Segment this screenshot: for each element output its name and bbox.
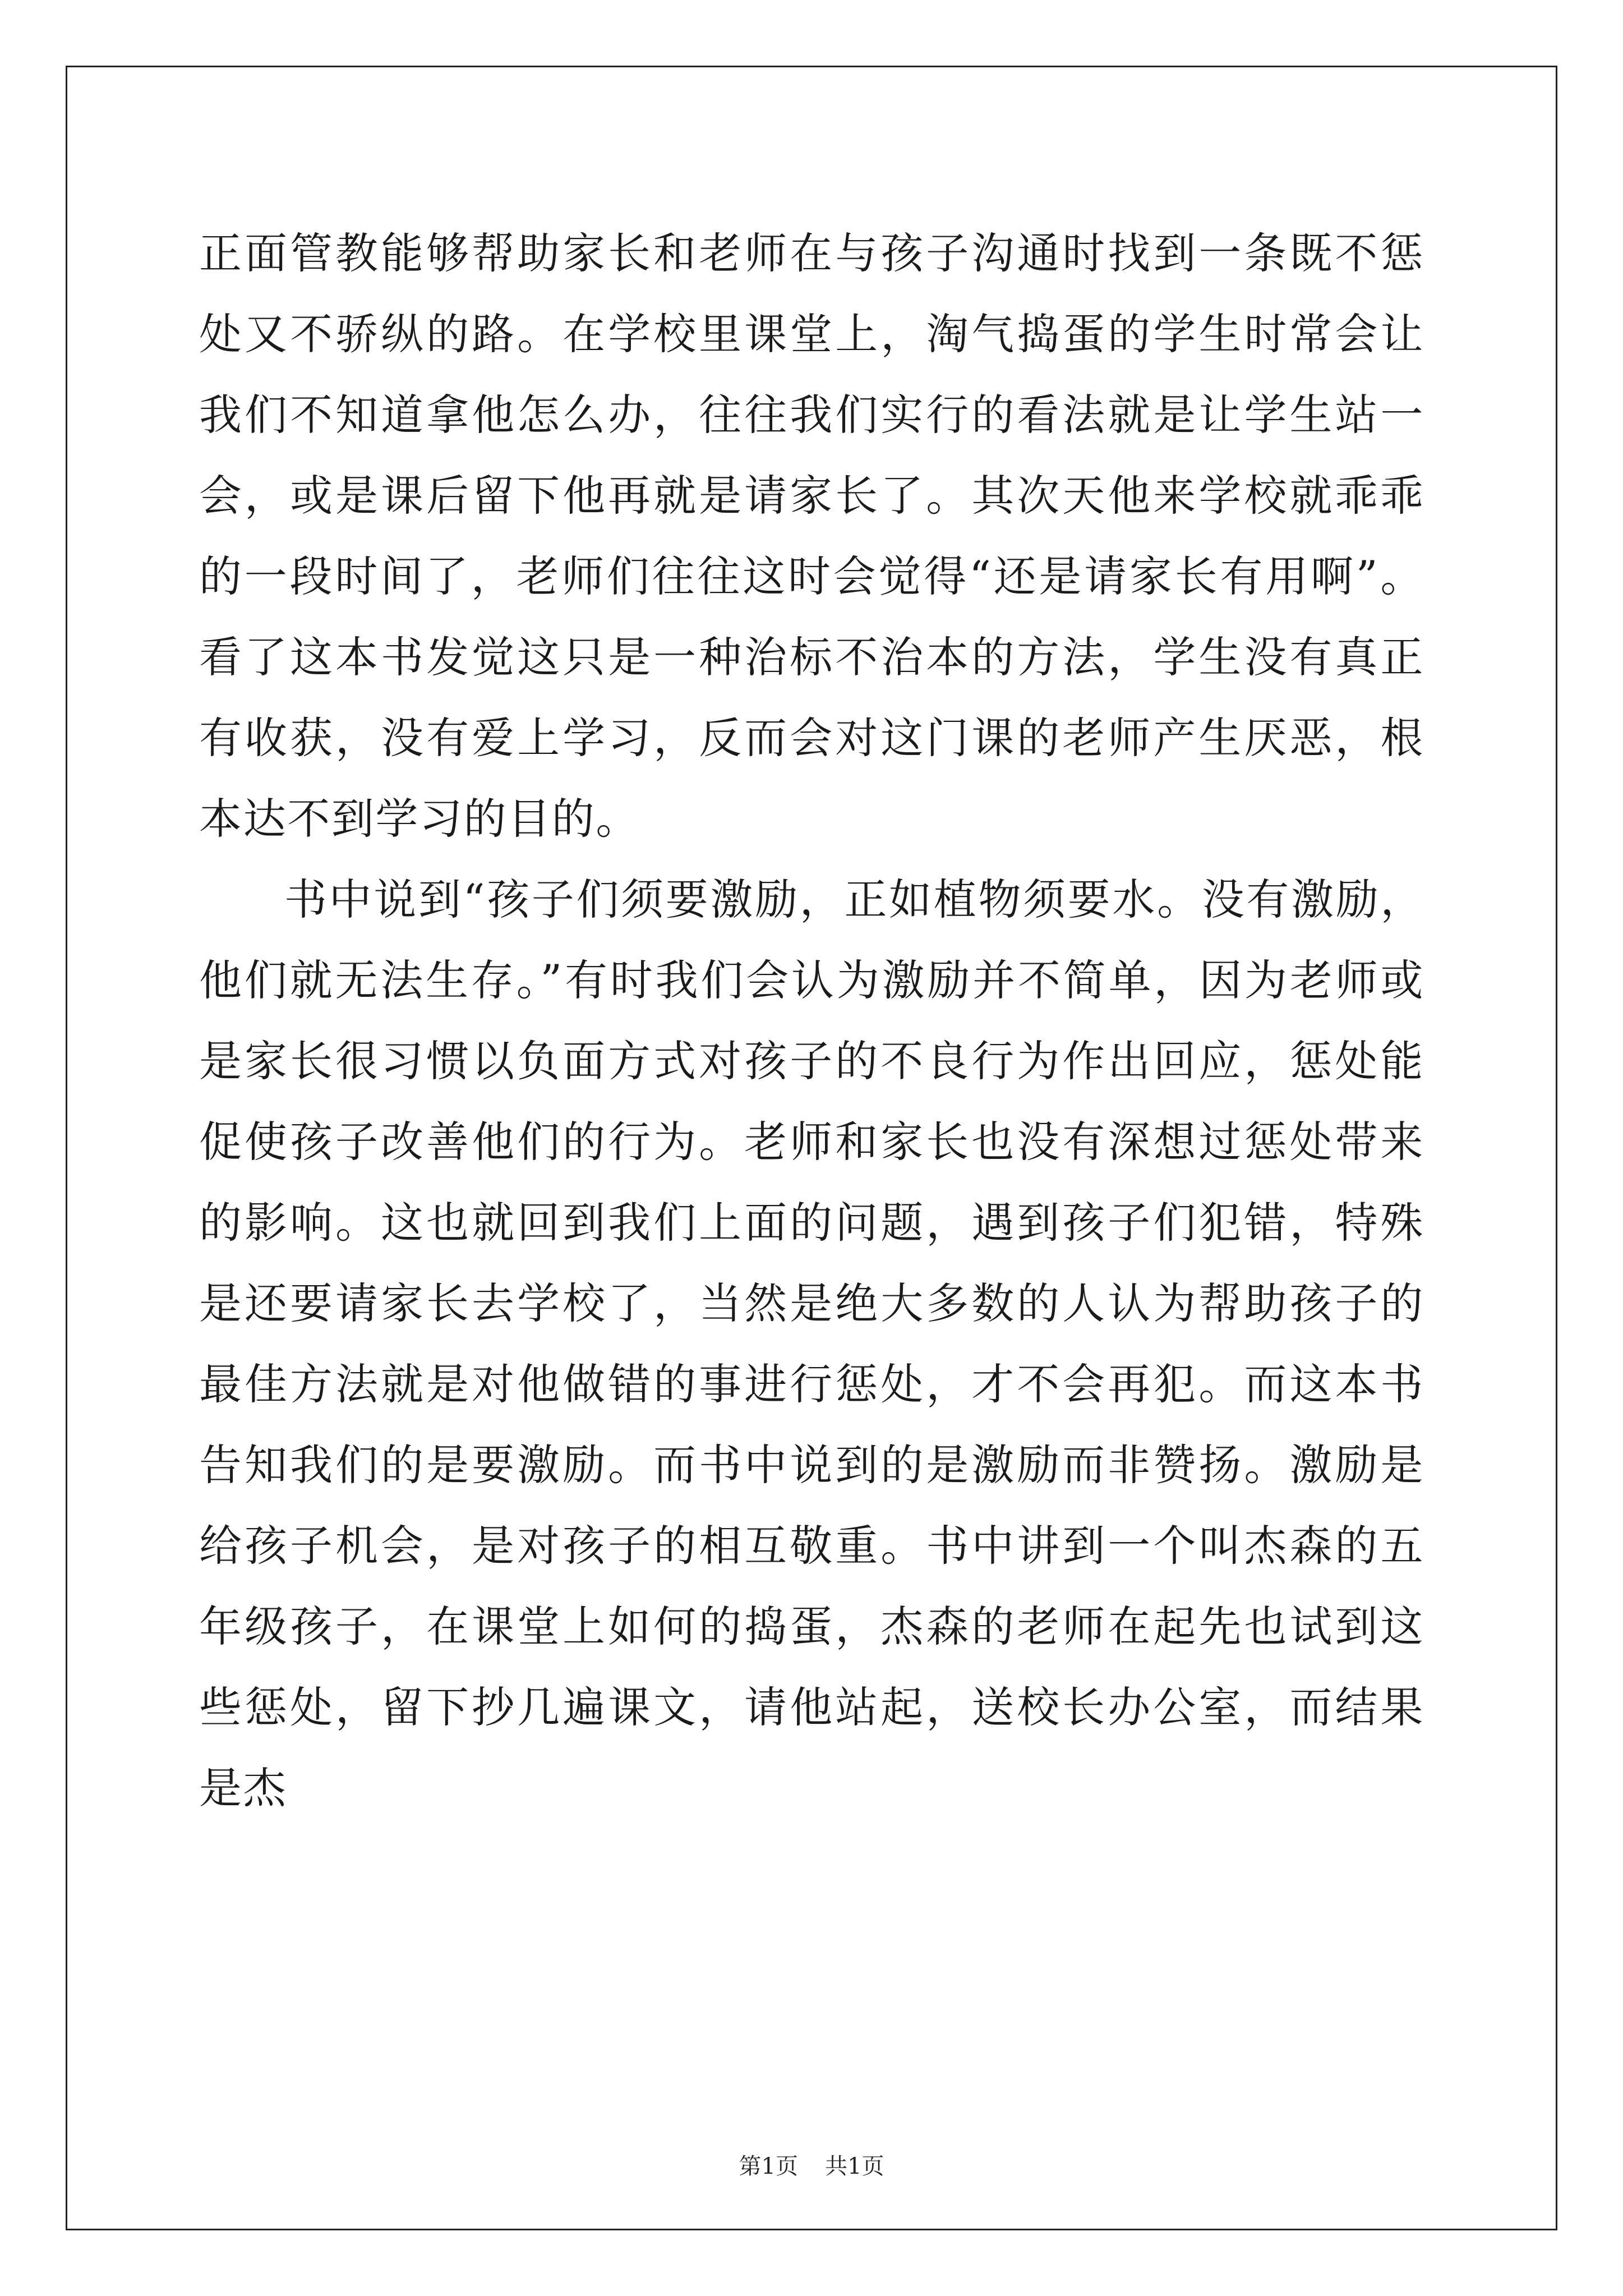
document-body xyxy=(199,213,1424,1829)
page-number: 第1页 xyxy=(739,2154,798,2179)
paragraph-2: 书中说到“孩子们须要激励，正如植物须要水。没有激励，他们就无法生存。”有时我们会认为激励并不简单，因为老师或是家长很习惯以负面方式对孩子的不良行为作出回应，惩处能促使孩子改善他们的行为。老师和家长也没有深想过惩处带来的影响。这也就回到我们上面的问题，遇到孩子们犯错，特殊是还要请家长去学校了，当然是绝大多数的人认为帮助孩子的最佳方法就是对他做错的事进行惩处，才不会再犯。而这本书告知我们的是要激励。而书中说到的是激励而非赞扬。激励是给孩子机会，是对孩子的相互敬重。书中讲到一个叫杰森的五年级孩子，在课堂上如何的捣蛋，杰森的老师在起先也试到这些惩处，留下抄几遍课文，请他站起，送校长办公室，而结果是杰 xyxy=(199,875,1424,1813)
paragraph-1: 正面管教能够帮助家长和老师在与孩子沟通时找到一条既不惩处又不骄纵的路。在学校里课堂上，淘气捣蛋的学生时常会让我们不知道拿他怎么办，往往我们实行的看法就是让学生站一会，或是课后留下他再就是请家长了。其次天他来学校就乖乖的一段时间了，老师们往往这时会觉得“还是请家长有用啊”。看了这本书发觉这只是一种治标不治本的方法，学生没有真正有收获，没有爱上学习，反而会对这门课的老师产生厌恶，根本达不到学习的目的。 xyxy=(199,228,1424,844)
page-total: 共1页 xyxy=(825,2154,884,2179)
page-footer xyxy=(0,2153,1623,2180)
